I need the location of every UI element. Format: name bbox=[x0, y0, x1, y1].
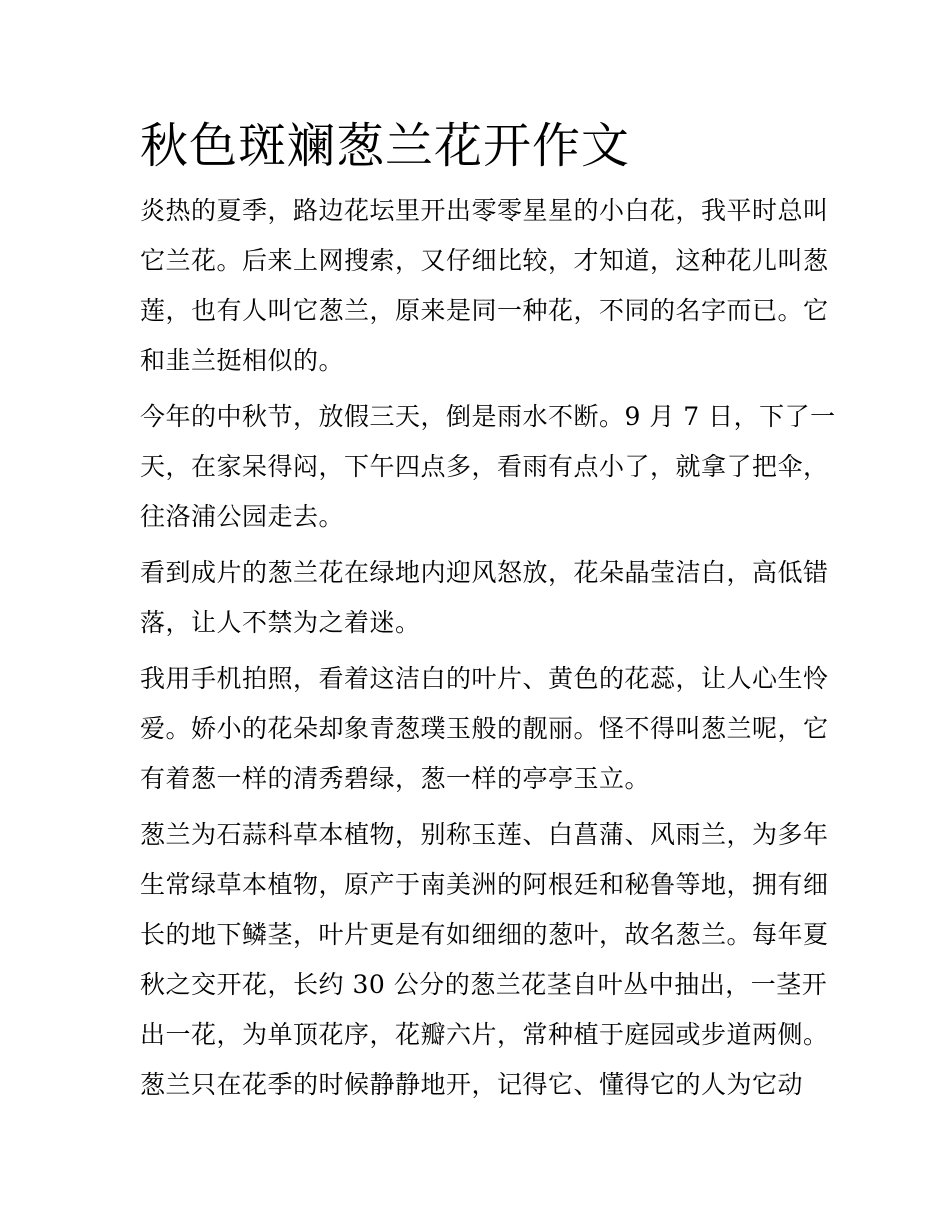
text-line: 炎热的夏季，路边花坛里开出零零星星的小白花，我平时总叫 bbox=[140, 196, 829, 225]
paragraph bbox=[140, 810, 829, 1110]
text-line: 它兰花。后来上网搜索，又仔细比较，才知道，这种花儿叫葱 bbox=[140, 246, 829, 275]
text-line: 秋之交开花，长约 30 公分的葱兰花茎自叶丛中抽出，一茎开 bbox=[140, 970, 828, 999]
text-line: 长的地下鳞茎，叶片更是有如细细的葱叶，故名葱兰。每年夏 bbox=[140, 920, 829, 949]
text-line: 往洛浦公园走去。 bbox=[140, 502, 345, 531]
text-line: 有着葱一样的清秀碧绿，葱一样的亭亭玉立。 bbox=[140, 764, 651, 793]
text-line: 天，在家呆得闷，下午四点多，看雨有点小了，就拿了把伞， bbox=[140, 452, 829, 481]
text-line: 生常绿草本植物，原产于南美洲的阿根廷和秘鲁等地，拥有细 bbox=[140, 870, 829, 899]
text-line: 看到成片的葱兰花在绿地内迎风怒放，花朵晶莹洁白，高低错 bbox=[140, 558, 829, 587]
text-line: 爱。娇小的花朵却象青葱璞玉般的靓丽。怪不得叫葱兰呢，它 bbox=[140, 714, 829, 743]
text-line: 落，让人不禁为之着迷。 bbox=[140, 608, 421, 637]
paragraph bbox=[140, 654, 829, 804]
paragraph bbox=[140, 186, 829, 386]
paragraph bbox=[140, 392, 836, 542]
document-page bbox=[140, 110, 836, 1110]
text-line: 葱兰只在花季的时候静静地开，记得它、懂得它的人为它动 bbox=[140, 1070, 804, 1099]
document-title: 秋色斑斓葱兰花开作文 bbox=[140, 118, 631, 174]
paragraph bbox=[140, 548, 829, 648]
text-line: 莲，也有人叫它葱兰，原来是同一种花，不同的名字而已。它 bbox=[140, 296, 829, 325]
text-line: 我用手机拍照，看着这洁白的叶片、黄色的花蕊，让人心生怜 bbox=[140, 664, 829, 693]
text-line: 葱兰为石蒜科草本植物，别称玉莲、白菖蒲、风雨兰，为多年 bbox=[140, 820, 829, 849]
text-line: 今年的中秋节，放假三天，倒是雨水不断。9 月 7 日，下了一 bbox=[140, 402, 836, 431]
text-line: 出一花，为单顶花序，花瓣六片，常种植于庭园或步道两侧。 bbox=[140, 1020, 829, 1049]
text-line: 和韭兰挺相似的。 bbox=[140, 346, 345, 375]
